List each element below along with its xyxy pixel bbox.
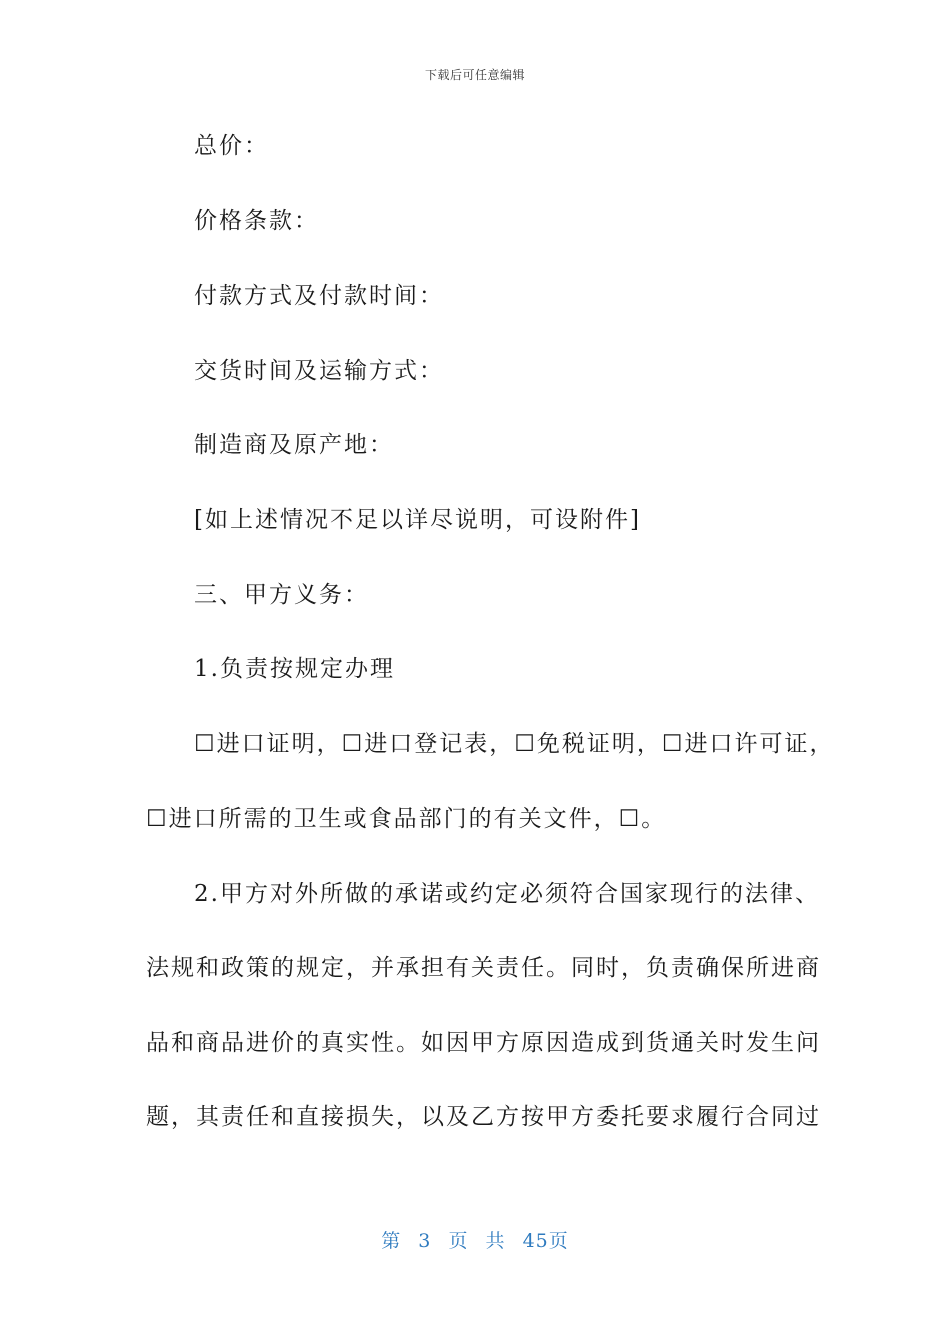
footer-total-pages: 45页 <box>522 1230 569 1252</box>
clause-1-checkbox-line-1: ☐进口证明，☐进口登记表，☐免税证明，☐进口许可证， <box>194 731 835 757</box>
clause-1-checkbox-line-2: ☐进口所需的卫生或食品部门的有关文件，☐。 <box>146 806 667 832</box>
footer-word-ye: 页 <box>448 1230 469 1252</box>
page-footer <box>0 1226 950 1253</box>
clause-2-line-2: 法规和政策的规定，并承担有关责任。同时，负责确保所进商 <box>146 955 821 981</box>
clause-2-line-3: 品和商品进价的真实性。如因甲方原因造成到货通关时发生问 <box>146 1030 821 1056</box>
footer-word-di: 第 <box>381 1230 402 1252</box>
delivery-time-label: 交货时间及运输方式： <box>194 358 444 384</box>
header-note: 下载后可任意编辑 <box>424 68 525 82</box>
attachment-note: [如上述情况不足以详尽说明，可设附件] <box>194 507 641 533</box>
footer-page-number: 3 <box>418 1230 432 1252</box>
clause-2-line-1: 2.甲方对外所做的承诺或约定必须符合国家现行的法律、 <box>194 881 820 907</box>
section-heading-party-a-obligations: 三、甲方义务： <box>194 582 369 608</box>
manufacturer-origin-label: 制造商及原产地： <box>194 432 394 458</box>
total-price-label: 总价： <box>194 133 269 159</box>
clause-2-line-4: 题，其责任和直接损失，以及乙方按甲方委托要求履行合同过 <box>146 1104 821 1130</box>
payment-method-label: 付款方式及付款时间： <box>194 283 444 309</box>
price-terms-label: 价格条款： <box>194 208 319 234</box>
clause-1-text: 1.负责按规定办理 <box>194 656 395 682</box>
footer-word-gong: 共 <box>485 1230 506 1252</box>
